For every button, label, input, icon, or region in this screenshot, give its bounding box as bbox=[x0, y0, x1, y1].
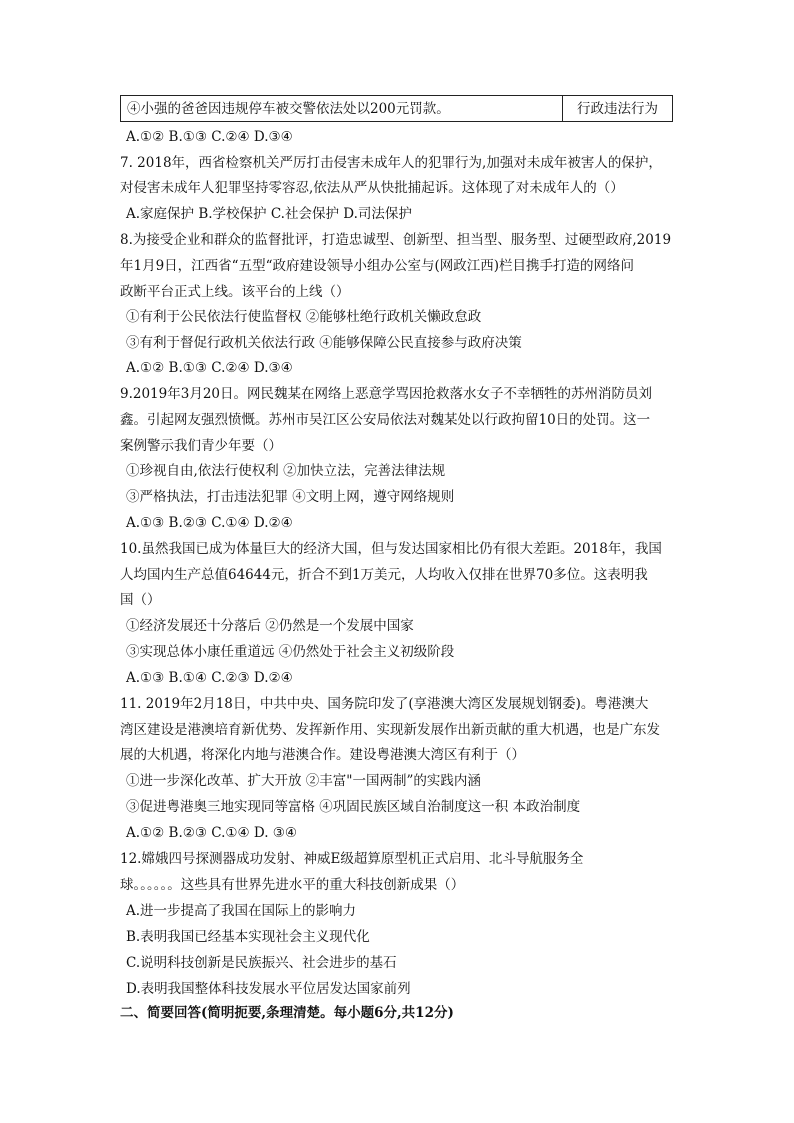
q9-stem-line2: 鑫。引起网友强烈愤慨。苏州市吴江区公安局依法对魏某处以行政拘留10日的处罚。这一 bbox=[120, 412, 651, 428]
q12-option-b: B.表明我国已经基本实现社会主义现代化 bbox=[126, 929, 370, 945]
q6-answer-options: A.①② B.①③ C.②④ D.③④ bbox=[126, 129, 293, 145]
q12-stem-line2: 球。。。。。。这些具有世界先进水平的重大科技创新成果（） bbox=[120, 877, 465, 893]
q8-stem-line2: 年1月9日，江西省“五型“政府建设领导小组办公室与(网政江西)栏目携手打造的网络问 bbox=[120, 258, 635, 274]
q11-option-row1: ①进一步深化改革、扩大开放 ②丰富"一国两制”的实践内涵 bbox=[126, 773, 481, 789]
q8-stem-line3: 政断平台正式上线。该平台的上线（） bbox=[120, 284, 350, 300]
q7-stem-line1: 7. 2018年，西省检察机关严厉打击侵害未成年人的犯罪行为,加强对未成年被害人的保护， bbox=[120, 155, 662, 171]
q8-answer-options: A.①② B.①③ C.②④ D.③④ bbox=[126, 360, 293, 376]
q10-stem-line2: 人均国内生产总值64644元，折合不到1万美元，人均收入仅排在世界70多位。这表明我 bbox=[120, 567, 648, 583]
table-cell-item: ④小强的爸爸因违规停车被交警依法处以200元罚款。 bbox=[121, 96, 563, 121]
q11-option-row2: ③促进粤港奥三地实现同等富格 ④巩固民族区域自治制度这一积 本政治制度 bbox=[126, 799, 581, 815]
q12-option-a: A.进一步提高了我国在国际上的影响力 bbox=[126, 903, 357, 919]
q11-answer-options: A.①② B.②③ C.①④ D. ③④ bbox=[126, 825, 298, 841]
q10-option-row1: ①经济发展还十分落后 ②仍然是一个发展中国家 bbox=[126, 618, 414, 634]
q8-option-row1: ①有利于公民依法行使监督权 ②能够杜绝行政机关懒政怠政 bbox=[126, 309, 482, 325]
section-2-heading: 二、简要回答(简明扼要,条理清楚。每小题6分,共12分) bbox=[120, 1005, 454, 1021]
q11-stem-line1: 11. 2019年2月18日，中共中央、国务院印发了(享港澳大湾区发展规划钢委)。粤港澳大 bbox=[120, 696, 649, 712]
q9-answer-options: A.①③ B.②③ C.①④ D.②④ bbox=[126, 515, 293, 531]
q9-stem-line3: 案例警示我们青少年要（） bbox=[120, 438, 282, 454]
q9-option-row1: ①珍视自由,依法行使权利 ②加快立法，完善法律法规 bbox=[126, 463, 446, 479]
q9-option-row2: ③严格执法，打击违法犯罪 ④文明上网，遵守网络规则 bbox=[126, 489, 455, 505]
q10-answer-options: A.①③ B.①④ C.②③ D.②④ bbox=[126, 670, 293, 686]
q12-option-d: D.表明我国整体科技发展水平位居发达国家前列 bbox=[126, 981, 411, 997]
q12-stem-line1: 12.嫦娥四号探测器成功发射、神威E级超算原型机正式启用、北斗导航服务全 bbox=[120, 851, 584, 867]
q8-stem-line1: 8.为接受企业和群众的监督批评，打造忠诚型、创新型、担当型、服务型、过硬型政府,2019 bbox=[120, 232, 672, 248]
q10-option-row2: ③实现总体小康任重道远 ④仍然处于社会主义初级阶段 bbox=[126, 644, 455, 660]
q8-option-row2: ③有利于督促行政机关依法行政 ④能够保障公民直接参与政府决策 bbox=[126, 335, 522, 351]
answer-table-row bbox=[120, 95, 673, 122]
q11-stem-line2: 湾区建设是港澳培育新优势、发挥新作用、实现新发展作出新贡献的重大机遇，也是广东发 bbox=[120, 722, 660, 738]
q7-stem-line2: 对侵害未成年人犯罪坚持零容忍,依法从严从快批捕起诉。这体现了对未成年人的（） bbox=[120, 180, 624, 196]
q7-answer-options: A.家庭保护 B.学校保护 C.社会保护 D.司法保护 bbox=[126, 206, 412, 222]
q11-stem-line3: 展的大机遇，将深化内地与港澳合作。建设粤港澳大湾区有利于（） bbox=[120, 747, 525, 763]
q9-stem-line1: 9.2019年3月20日。网民魏某在网络上恶意学骂因抢救落水女子不幸牺牲的苏州消防员刘 bbox=[120, 386, 653, 402]
q10-stem-line1: 10.虽然我国已成为体量巨大的经济大国，但与发达国家相比仍有很大差距。2018年，我国 bbox=[120, 541, 662, 557]
table-cell-category: 行政违法行为 bbox=[577, 101, 658, 117]
q12-option-c: C.说明科技创新是民族振兴、社会进步的基石 bbox=[126, 955, 397, 971]
q10-stem-line3: 国（） bbox=[120, 592, 161, 608]
